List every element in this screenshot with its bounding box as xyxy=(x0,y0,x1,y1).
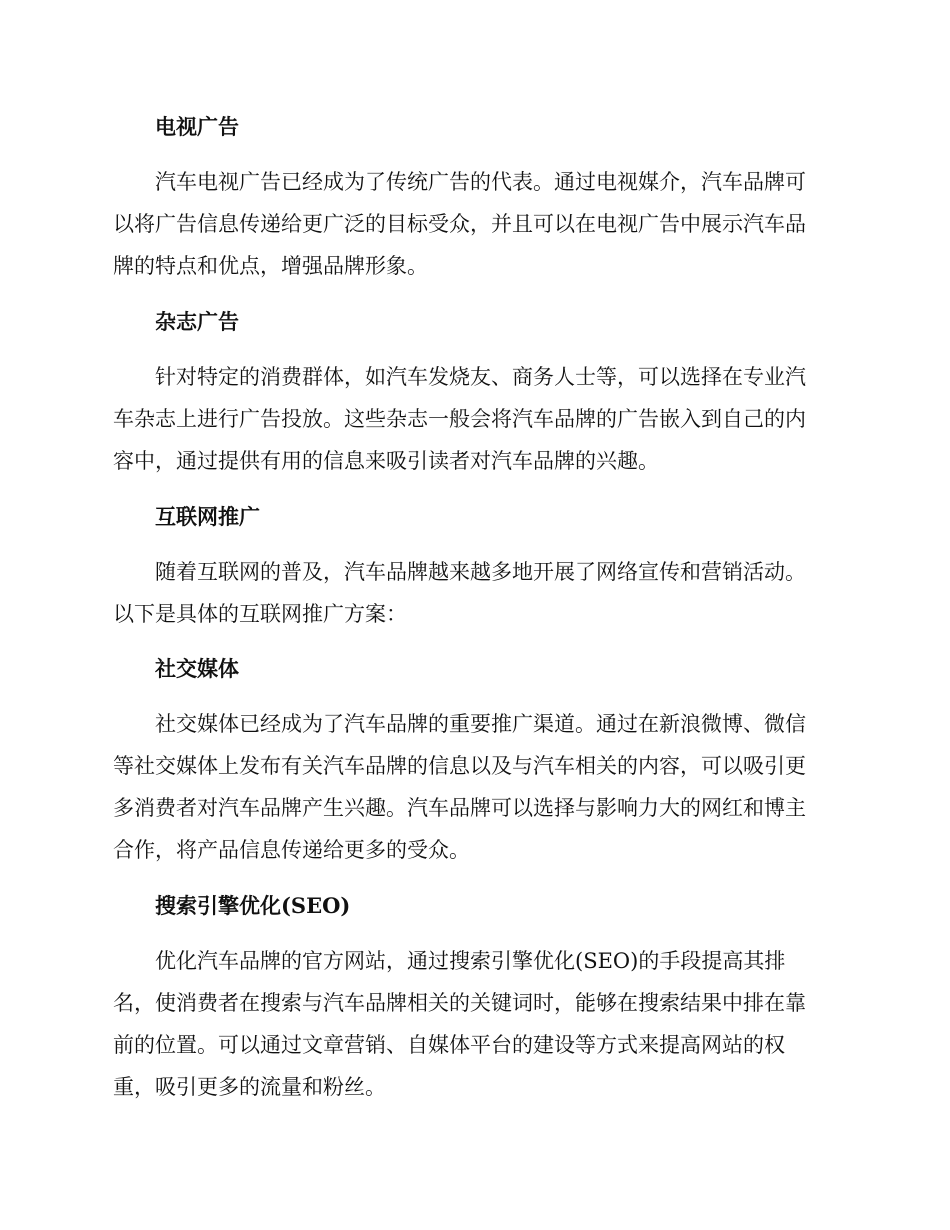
paragraph-line: 前的位置。可以通过文章营销、自媒体平台的建设等方式来提高网站的权 xyxy=(113,1033,785,1057)
paragraph-line: 重，吸引更多的流量和粉丝。 xyxy=(113,1075,386,1099)
section-heading: 搜索引擎优化(SEO) xyxy=(155,893,351,918)
paragraph-line: 名，使消费者在搜索与汽车品牌相关的关键词时，能够在搜索结果中排在靠 xyxy=(113,991,806,1015)
paragraph-line: 社交媒体已经成为了汽车品牌的重要推广渠道。通过在新浪微博、微信 xyxy=(155,712,806,736)
paragraph-line: 汽车电视广告已经成为了传统广告的代表。通过电视媒介，汽车品牌可 xyxy=(155,170,806,194)
section-heading: 电视广告 xyxy=(155,114,239,139)
paragraph-line: 合作，将产品信息传递给更多的受众。 xyxy=(113,838,470,862)
paragraph-line: 随着互联网的普及，汽车品牌越来越多地开展了网络宣传和营销活动。 xyxy=(155,560,806,584)
paragraph-line: 等社交媒体上发布有关汽车品牌的信息以及与汽车相关的内容，可以吸引更 xyxy=(113,754,806,778)
paragraph-line: 容中，通过提供有用的信息来吸引读者对汽车品牌的兴趣。 xyxy=(113,449,659,473)
paragraph-line: 车杂志上进行广告投放。这些杂志一般会将汽车品牌的广告嵌入到自己的内 xyxy=(113,407,806,431)
paragraph-line: 牌的特点和优点，增强品牌形象。 xyxy=(113,254,428,278)
paragraph-line: 以下是具体的互联网推广方案： xyxy=(113,602,407,626)
paragraph-line: 多消费者对汽车品牌产生兴趣。汽车品牌可以选择与影响力大的网红和博主 xyxy=(113,796,806,820)
section-heading: 杂志广告 xyxy=(155,309,239,334)
paragraph-line: 以将广告信息传递给更广泛的目标受众，并且可以在电视广告中展示汽车品 xyxy=(113,212,806,236)
paragraph-line: 优化汽车品牌的官方网站，通过搜索引擎优化(SEO)的手段提高其排 xyxy=(155,949,786,973)
section-heading: 互联网推广 xyxy=(155,504,260,529)
paragraph-line: 针对特定的消费群体，如汽车发烧友、商务人士等，可以选择在专业汽 xyxy=(155,365,806,389)
section-heading: 社交媒体 xyxy=(155,656,239,681)
